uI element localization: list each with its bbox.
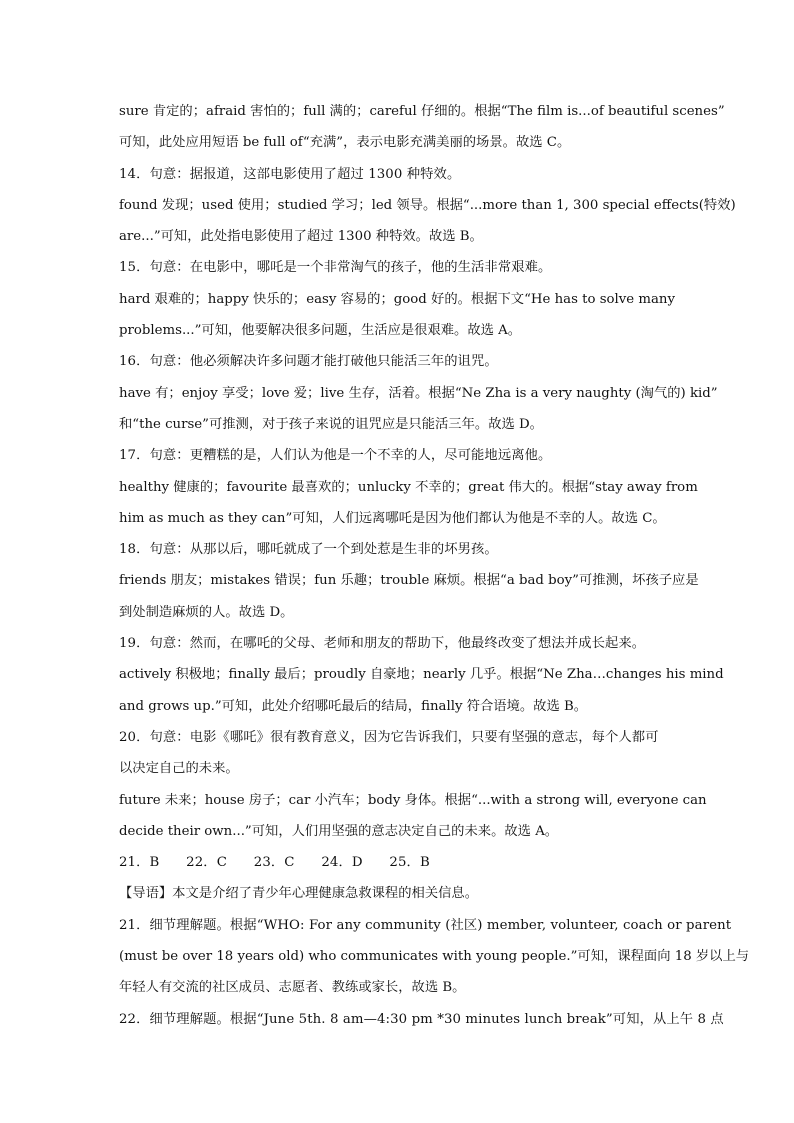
text-line: hard 艰难的；happy 快乐的；easy 容易的；good 好的。根据下文“He has to solve many [119, 291, 676, 307]
question-line: 15．句意：在电影中，哪吒是一个非常淘气的孩子，他的生活非常艰难。 [119, 260, 552, 276]
question-line: 14．句意：据报道，这部电影使用了超过 1300 种特效。 [119, 166, 461, 182]
text-line: healthy 健康的；favourite 最喜欢的；unlucky 不幸的；great 伟大的。根据“stay away from [119, 479, 698, 495]
text-line: (must be over 18 years old) who communicates with young people.”可知，课程面向 18 岁以上与 [119, 949, 750, 965]
text-line: future 未来；house 房子；car 小汽车；body 身体。根据“...with a strong will, everyone can [119, 792, 707, 808]
question-line: 22．细节理解题。根据“June 5th. 8 am—4:30 pm *30 minutes lunch break”可知，从上午 8 点 [119, 1011, 724, 1027]
text-line: him as much as they can”可知，人们远离哪吒是因为他们都认为他是不幸的人。故选 C。 [119, 510, 666, 526]
question-line: 18．句意：从那以后，哪吒就成了一个到处惹是生非的坏男孩。 [119, 542, 498, 558]
question-line: 21．细节理解题。根据“WHO: For any community (社区) member, volunteer, coach or parent [119, 917, 732, 933]
text-line: decide their own...”可知，人们用坚强的意志决定自己的未来。故选 A。 [119, 823, 559, 839]
text-line: found 发现；used 使用；studied 学习；led 领导。根据“...more than 1, 300 special effects(特效) [119, 197, 736, 213]
text-line: have 有；enjoy 享受；love 爱；live 生存，活着。根据“Ne Zha is a very naughty (淘气的) kid” [119, 385, 718, 401]
text-line: 到处制造麻烦的人。故选 D。 [119, 604, 294, 620]
text-line: are...”可知，此处指电影使用了超过 1300 种特效。故选 B。 [119, 229, 483, 245]
question-line: 19．句意：然而，在哪吒的父母、老师和朋友的帮助下，他最终改变了想法并成长起来。 [119, 636, 646, 652]
text-line: 可知，此处应用短语 be full of“充满”，表示电影充满美丽的场景。故选 C。 [119, 135, 571, 151]
text-line: 年轻人有交流的社区成员、志愿者、教练或家长，故选 B。 [119, 980, 466, 996]
text-line: 和“the curse”可推测，对于孩子来说的诅咒应是只能活三年。故选 D。 [119, 416, 543, 432]
text-line: problems...”可知，他要解决很多问题，生活应是很艰难。故选 A。 [119, 323, 522, 339]
text-line: 以决定自己的未来。 [119, 761, 239, 777]
text-line: and grows up.”可知，此处介绍哪吒最后的结局，finally 符合语境。故选 B。 [119, 698, 588, 714]
answer-explanations [119, 96, 750, 1035]
question-line: 20．句意：电影《哪吒》很有教育意义，因为它告诉我们，只要有坚强的意志，每个人都可 [119, 729, 659, 745]
text-line: sure 肯定的；afraid 害怕的；full 满的；careful 仔细的。根据“The film is...of beautiful scenes” [119, 104, 725, 119]
intro-line: 【导语】本文是介绍了青少年心理健康急救课程的相关信息。 [119, 886, 479, 902]
question-line: 16．句意：他必须解决许多问题才能打破他只能活三年的诅咒。 [119, 354, 498, 370]
answer-key-line: 21．B 22．C 23．C 24．D 25．B [119, 855, 430, 871]
text-line: friends 朋友；mistakes 错误；fun 乐趣；trouble 麻烦。根据“a bad boy”可推测，坏孩子应是 [119, 573, 699, 589]
text-line: actively 积极地；finally 最后；proudly 自豪地；nearly 几乎。根据“Ne Zha…changes his mind [119, 667, 724, 683]
question-line: 17．句意：更糟糕的是，人们认为他是一个不幸的人，尽可能地远离他。 [119, 448, 552, 464]
